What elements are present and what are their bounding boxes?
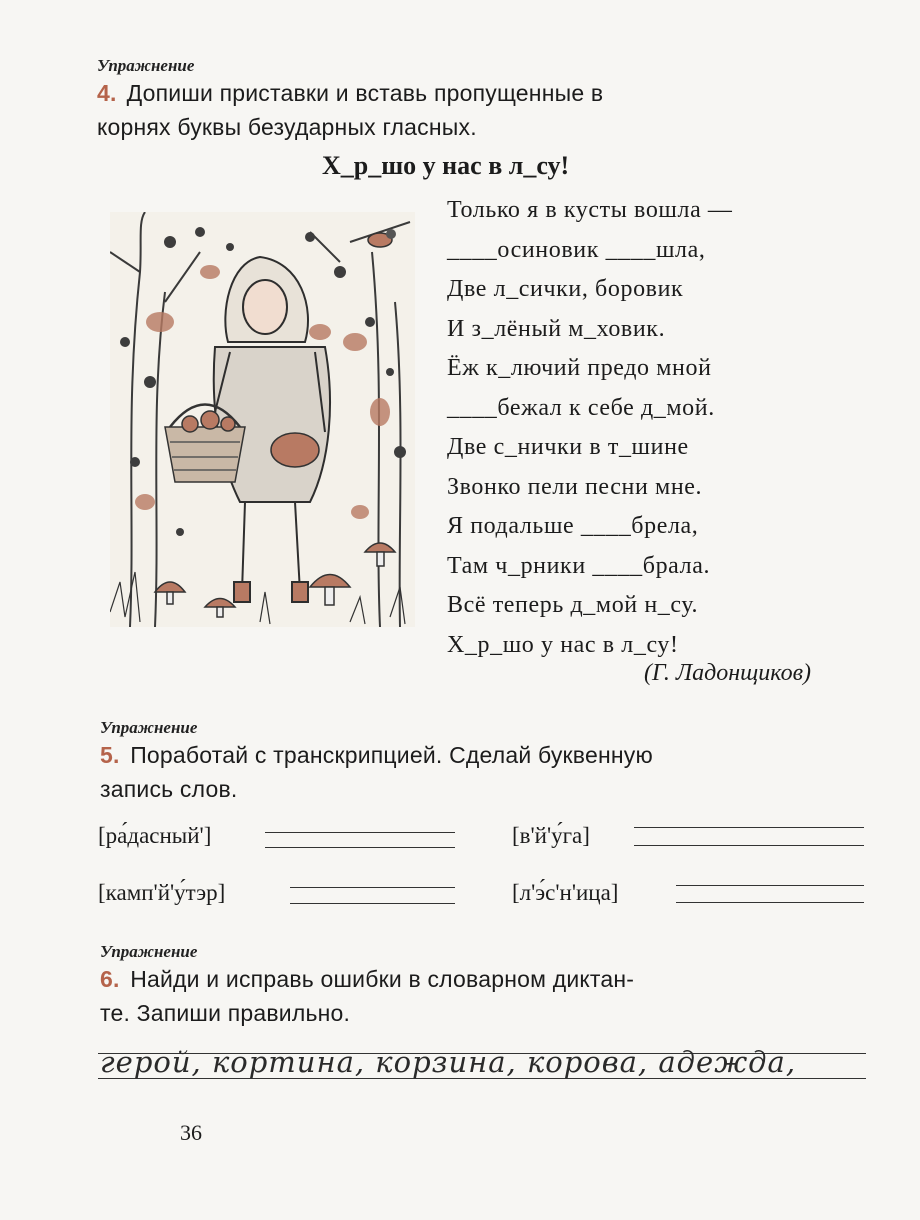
exercise-5-line1: Поработай с транскрипцией. Сделай буквенную [130, 742, 653, 768]
exercise-6-instruction [100, 962, 865, 1030]
exercise-4-line2: корнях буквы безударных гласных. [97, 114, 477, 140]
answer-line[interactable] [265, 847, 455, 848]
forest-illustration [110, 212, 415, 627]
poem-title: Х_р_шо у нас в л_су! [322, 151, 570, 180]
poem-line: ____бежал к себе д_мой. [447, 394, 715, 421]
answer-line[interactable] [265, 832, 455, 833]
exercise-4-label: Упражнение [97, 56, 195, 75]
handwritten-dictation: герой, кортина, корзина, корова, адежда, [100, 1045, 797, 1079]
poem-line: Ёж к_лючий предо мной [447, 355, 712, 381]
answer-line[interactable] [290, 903, 455, 904]
exercise-6-label: Упражнение [100, 942, 198, 961]
exercise-6-line1: Найди и исправь ошибки в словарном диктан- [130, 966, 635, 992]
poem-line: Звонко пели песни мне. [447, 473, 703, 500]
transcription-word: [в'й'у́га] [512, 823, 590, 848]
exercise-5-instruction [100, 738, 865, 806]
poem-line: ____осиновик ____шла, [447, 236, 706, 263]
answer-line[interactable] [634, 845, 864, 846]
poem-line: Только я в кусты вошла — [447, 197, 733, 223]
answer-line[interactable] [676, 885, 864, 886]
answer-line[interactable] [634, 827, 864, 828]
exercise-6-line2: те. Запиши правильно. [100, 1000, 351, 1026]
exercise-4-number: 4. [97, 80, 117, 106]
poem-line: Две л_сички, боровик [447, 276, 684, 302]
exercise-6-number: 6. [100, 966, 120, 992]
exercise-5-label: Упражнение [100, 718, 198, 737]
exercise-5-number: 5. [100, 742, 120, 768]
transcription-word: [камп'й'у́тэр] [98, 880, 226, 905]
poem-line: Я подальше ____брела, [447, 513, 699, 539]
poem-line: Там ч_рники ____брала. [447, 552, 711, 579]
exercise-4-instruction [97, 76, 862, 144]
exercise-5-line2: запись слов. [100, 776, 238, 802]
exercise-4-line1: Допиши приставки и вставь пропущенные в [126, 80, 604, 106]
page-number: 36 [180, 1120, 202, 1145]
poem-line: Х_р_шо у нас в л_су! [447, 631, 679, 658]
transcription-word: [ра́дасный'] [98, 823, 212, 848]
poem-line: Всё теперь д_мой н_су. [447, 592, 699, 618]
transcription-word: [л'э́с'н'ица] [512, 880, 619, 905]
poem-line: И з_лёный м_ховик. [447, 315, 666, 342]
answer-line[interactable] [290, 887, 455, 888]
poem-line: Две с_нички в т_шине [447, 434, 689, 460]
poem-author: (Г. Ладонщиков) [644, 660, 811, 686]
answer-line[interactable] [676, 902, 864, 903]
poem [447, 197, 733, 671]
